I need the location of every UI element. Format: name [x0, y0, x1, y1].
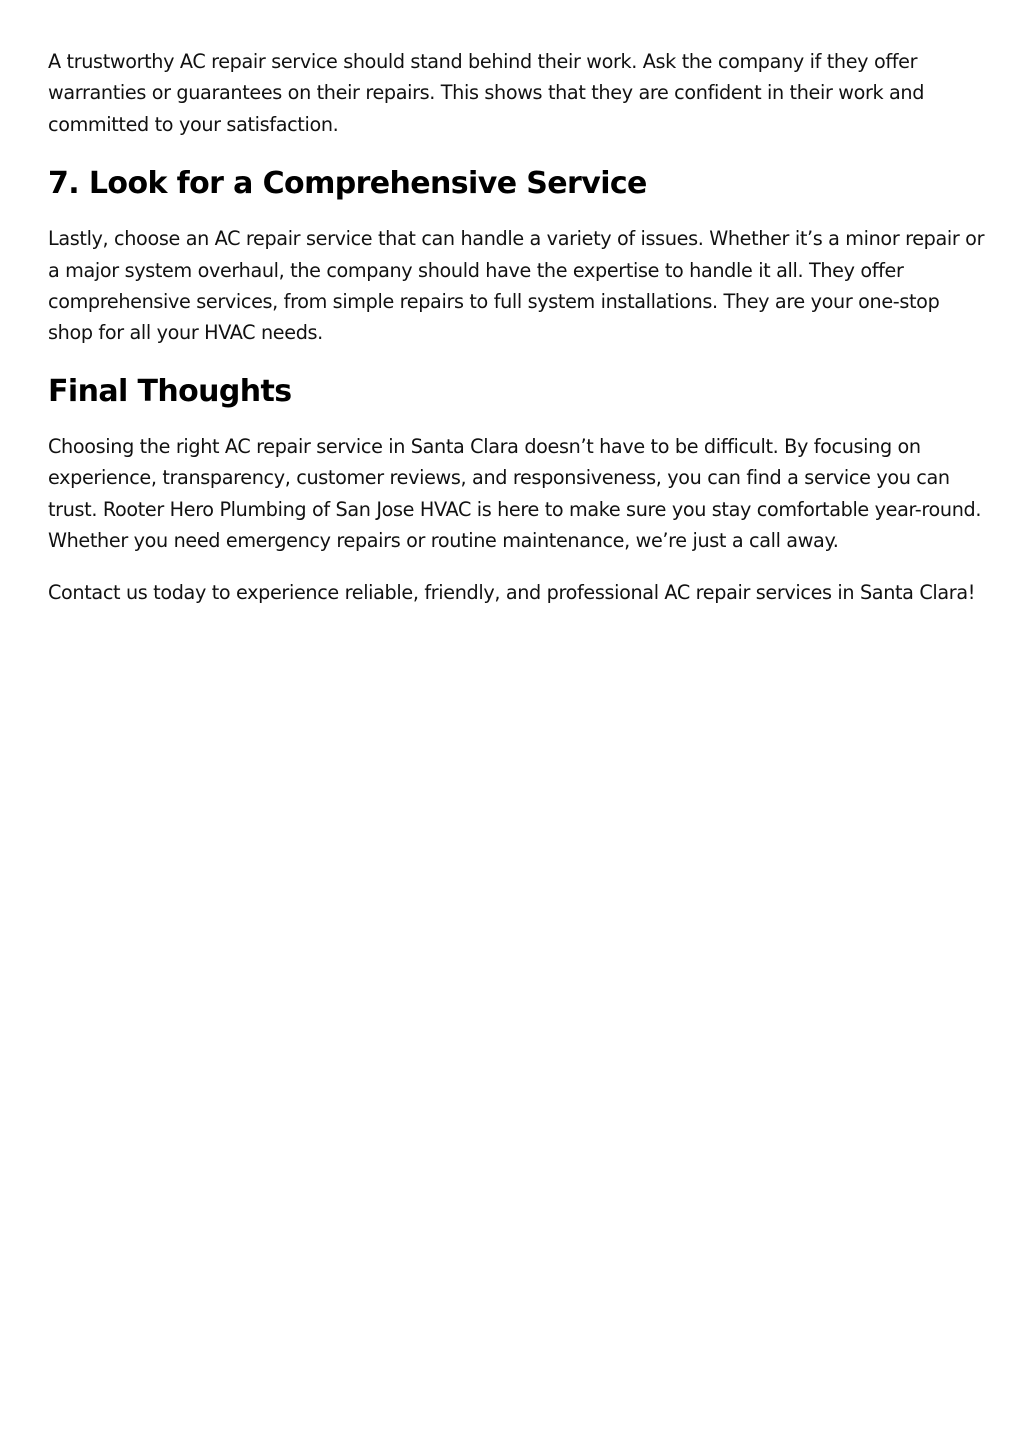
final-thoughts-paragraph: Choosing the right AC repair service in Santa Clara doesn’t have to be difficult. By focusing on experience, transparency, customer reviews, and responsiveness, you can find a service you can trust. Rooter Hero Plumbing of San Jose HVAC is here to make sure you stay comfortable year-round. Whether you need emergency repairs or routine maintenance, we’re just a call away. [48, 434, 982, 553]
document-body [48, 46, 988, 609]
section-7-heading: 7. Look for a Comprehensive Service [48, 166, 647, 202]
section-7-paragraph: Lastly, choose an AC repair service that can handle a variety of issues. Whether it’s a minor repair or a major system overhaul, the company should have the expertise to handle it all. They offer comprehensive services, from simple repairs to full system installations. They are your one-stop shop for all your HVAC needs. [48, 227, 985, 345]
final-thoughts-heading: Final Thoughts [48, 373, 292, 409]
contact-paragraph: Contact us today to experience reliable, friendly, and professional AC repair services in Santa Clara! [48, 581, 976, 605]
intro-paragraph: A trustworthy AC repair service should stand behind their work. Ask the company if they offer warranties or guarantees on their repairs. This shows that they are confident in their work and committed to your satisfaction. [48, 50, 925, 136]
